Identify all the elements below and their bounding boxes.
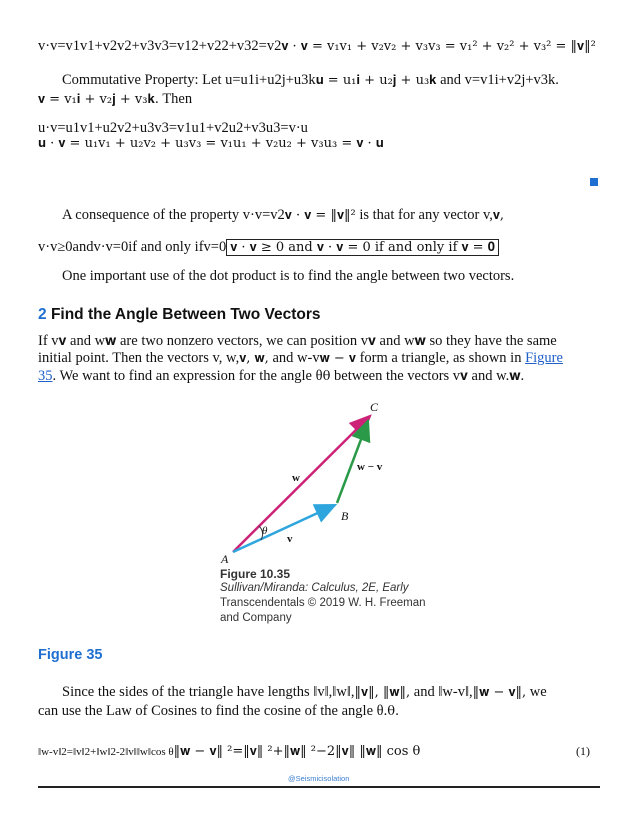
dot-self-math: 𝐯 · 𝐯 = v₁v₁ + v₂v₂ + v₃v₃ = v₁² + v₂² + v₃² = ‖𝐯‖² [281, 39, 596, 54]
vector-w-label: w [292, 472, 300, 484]
vector-w-minus-v-label: w − v [357, 461, 383, 473]
caption-line-2: Transcendentals © 2019 W. H. Freeman [220, 597, 426, 609]
equation-text: ‖w-v‖2=‖v‖2+‖w‖2-2‖v‖‖w‖cos θ [38, 746, 174, 758]
bottom-rule [38, 786, 600, 788]
commutative-line [62, 72, 559, 89]
section-title: Find the Angle Between Two Vectors [50, 306, 321, 323]
theta-label: θ [262, 525, 268, 537]
since-l1c: we [529, 684, 547, 700]
vector-v-label: v [287, 533, 293, 545]
triangle-figure [215, 395, 435, 570]
since-l1-math: ‖𝐯‖, ‖𝐰‖, [354, 685, 411, 700]
since-l1-math2: ‖𝐰 − 𝐯‖, [472, 685, 527, 700]
since-l2-theta: θ. [387, 704, 400, 719]
section-heading [38, 306, 321, 324]
important-text: One important use of the dot product is to find the angle between two vectors. [62, 268, 515, 284]
point-A-label: A [221, 552, 229, 566]
since-line-2 [38, 703, 399, 720]
para-l3-theta: θ [322, 369, 331, 384]
consequence-tail: is that for any vector v, [359, 207, 493, 223]
uv-math-line: 𝐮 · 𝐯 = u₁v₁ + u₂v₂ + u₃v₃ = v₁u₁ + v₂u₂ + v₃u₃ = 𝐯 · 𝐮 [38, 136, 384, 151]
section-number: 2 [38, 306, 47, 323]
para-l2-math: 𝐯, 𝐰, [239, 351, 269, 366]
inequality-text: v·v≥0andv·v=0if and only ifv=0 [38, 239, 227, 255]
para-line-2 [38, 350, 563, 367]
bullet-marker [590, 178, 598, 186]
inequality-boxed: 𝐯 · 𝐯 ≥ 0 and 𝐯 · 𝐯 = 0 if and only if 𝐯 = 𝟎 [226, 239, 499, 256]
figure-link[interactable]: Figure [525, 350, 563, 366]
vector-w-arrow [233, 416, 370, 552]
commutative-and-v: and v=v1i+v2j+v3k. [440, 72, 559, 88]
since-l1a: Since the sides of the triangle have lengths ‖v‖,‖w‖, [62, 684, 355, 700]
equation-math: ‖𝐰 − 𝐯‖ ²=‖𝐯‖ ²+‖𝐰‖ ²−2‖𝐯‖ ‖𝐰‖ cos θ [173, 744, 421, 759]
para-l2c: form a triangle, as shown in [359, 350, 522, 366]
inequality-line [38, 239, 499, 256]
consequence-tail-math: 𝐯, [492, 208, 505, 223]
figure-35-label: Figure 35 [38, 647, 103, 663]
then-text: Then [162, 91, 193, 107]
commutative-line-2 [38, 91, 192, 108]
para-l2b: and w-v [272, 350, 320, 366]
point-C-label: C [370, 400, 379, 414]
consequence-line [62, 207, 504, 224]
equation-number: (1) [576, 744, 590, 758]
since-l1b: and ‖w-v‖, [413, 684, 473, 700]
consequence-math: 𝐯 · 𝐯 = ‖𝐯‖² [284, 208, 356, 223]
since-line-1 [62, 684, 547, 701]
point-B-label: B [341, 509, 349, 523]
equation-line [38, 744, 420, 759]
para-l3b: between the vectors v𝐯 and w.𝐰. [334, 368, 525, 384]
para-line-3 [38, 368, 524, 385]
caption-line-3: and Company [220, 612, 292, 624]
watermark: @Seismicisolation [288, 774, 350, 783]
commutative-v-math: 𝐯 = v₁𝐢 + v₂𝐣 + v₃𝐤. [38, 92, 159, 107]
consequence-text: A consequence of the property v·v=v2 [62, 207, 285, 223]
commutative-u-math: 𝐮 = u₁𝐢 + u₂𝐣 + u₃𝐤 [315, 73, 437, 88]
vector-v-arrow [233, 505, 335, 552]
dot-self-text: v·v=v1v1+v2v2+v3v3=v12+v22+v32=v2 [38, 38, 282, 54]
caption-title: Figure 10.35 [220, 567, 291, 581]
para-l2a: initial point. Then the vectors v, w, [38, 350, 240, 366]
figure-caption [220, 567, 426, 626]
caption-line-1: Sullivan/Miranda: Calculus, 2E, Early [220, 582, 409, 594]
commutative-text: Commutative Property: Let u=u1i+u2j+u3k [62, 72, 316, 88]
para-l3: . We want to find an expression for the angle θ [52, 368, 323, 384]
since-l2: can use the Law of Cosines to find the cosine of the angle θ. [38, 703, 388, 719]
para-l2-math2: 𝐰 − 𝐯 [319, 351, 356, 366]
para-line-1: If v𝐯 and w𝐰 are two nonzero vectors, we can position v𝐯 and w𝐰 so they have the same [38, 333, 557, 349]
uv-text-line: u·v=u1v1+u2v2+u3v3=v1u1+v2u2+v3u3=v·u [38, 120, 308, 136]
dot-self-line [38, 38, 596, 55]
figure-link-number[interactable]: 35 [38, 368, 53, 384]
